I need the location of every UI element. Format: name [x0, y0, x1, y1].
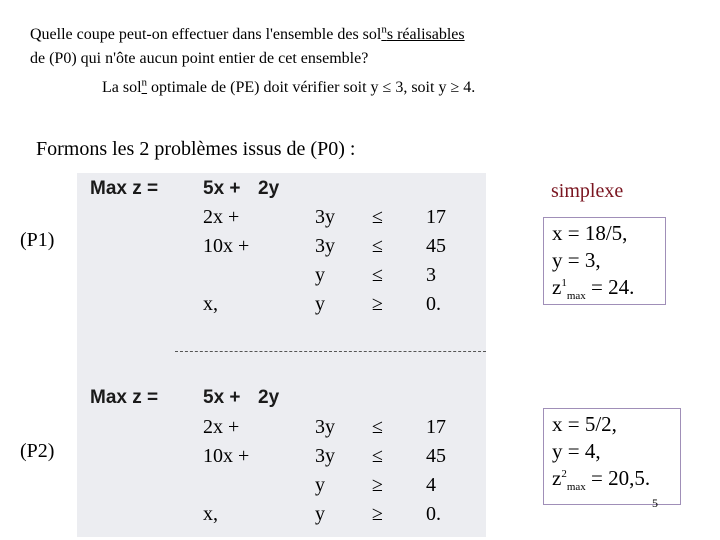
p2-c1-b: 3y [315, 416, 335, 438]
separator-line [175, 351, 486, 352]
p1-result-box [543, 217, 666, 305]
p1-c4-b: y [315, 293, 325, 315]
p2-result-x: x = 5/2, [552, 412, 617, 436]
p2-objective-a: 5x + [203, 387, 241, 408]
problem-label-p1: (P1) [20, 229, 55, 251]
p2-result-y: y = 4, [552, 439, 601, 463]
p1-objective-b: 2y [258, 178, 280, 199]
p2-c4-a: x, [203, 503, 218, 525]
p1-c3-rhs: 3 [426, 264, 436, 286]
p2-result-box [543, 408, 681, 505]
p2-c2-rhs: 45 [426, 445, 446, 467]
p1-objective-lhs: Max z = [90, 178, 159, 199]
p2-objective-lhs: Max z = [90, 387, 159, 408]
section-heading: Formons les 2 problèmes issus de (P0) : [36, 138, 356, 160]
p2-c2-b: 3y [315, 445, 335, 467]
p1-c4-op: ≥ [372, 293, 383, 315]
p1-c2-rhs: 45 [426, 235, 446, 257]
p1-c2-op: ≤ [372, 235, 383, 257]
p2-c3-op: ≥ [372, 474, 383, 496]
p2-c2-a: 10x + [203, 445, 250, 467]
intro-line-1: Quelle coupe peut-on effectuer dans l'ensemble des sol$^n$s réalisables [30, 23, 465, 43]
p1-c4-a: x, [203, 293, 218, 315]
p1-c1-a: 2x + [203, 206, 240, 228]
problem-label-p2: (P2) [20, 440, 55, 462]
p2-c4-rhs: 0. [426, 503, 441, 525]
page-number: 5 [652, 496, 658, 510]
problems-panel [77, 173, 486, 537]
p2-result-z: $z^2_{max} = 20,5$. [552, 466, 651, 494]
simplexe-label: simplexe [551, 180, 624, 202]
p1-result-z: $z^1_{max} = 24$. [552, 275, 635, 303]
p2-c3-rhs: 4 [426, 474, 436, 496]
p1-result-x: x = 18/5, [552, 221, 628, 245]
p2-c3-b: y [315, 474, 325, 496]
p2-c1-op: ≤ [372, 416, 383, 438]
p1-c1-b: 3y [315, 206, 335, 228]
intro-line-2: de (P0) qui n'ôte aucun point entier de cet ensemble? [30, 50, 369, 67]
p2-c1-rhs: 17 [426, 416, 446, 438]
p1-c1-rhs: 17 [426, 206, 446, 228]
p1-result-y: y = 3, [552, 248, 601, 272]
p1-c3-op: ≤ [372, 264, 383, 286]
p2-c4-op: ≥ [372, 503, 383, 525]
p1-c2-a: 10x + [203, 235, 250, 257]
p1-c3-b: y [315, 264, 325, 286]
p2-c2-op: ≤ [372, 445, 383, 467]
p1-c2-b: 3y [315, 235, 335, 257]
p2-c4-b: y [315, 503, 325, 525]
intro-line-1-sup: n [381, 23, 387, 36]
p2-c1-a: 2x + [203, 416, 240, 438]
p1-c1-op: ≤ [372, 206, 383, 228]
p2-objective-b: 2y [258, 387, 280, 408]
p1-c4-rhs: 0. [426, 293, 441, 315]
intro-line-3: La sol$^n$ optimale de (PE) doit vérifier soit y ≤ 3, soit y ≥ 4. [102, 76, 476, 96]
p1-objective-a: 5x + [203, 178, 241, 199]
